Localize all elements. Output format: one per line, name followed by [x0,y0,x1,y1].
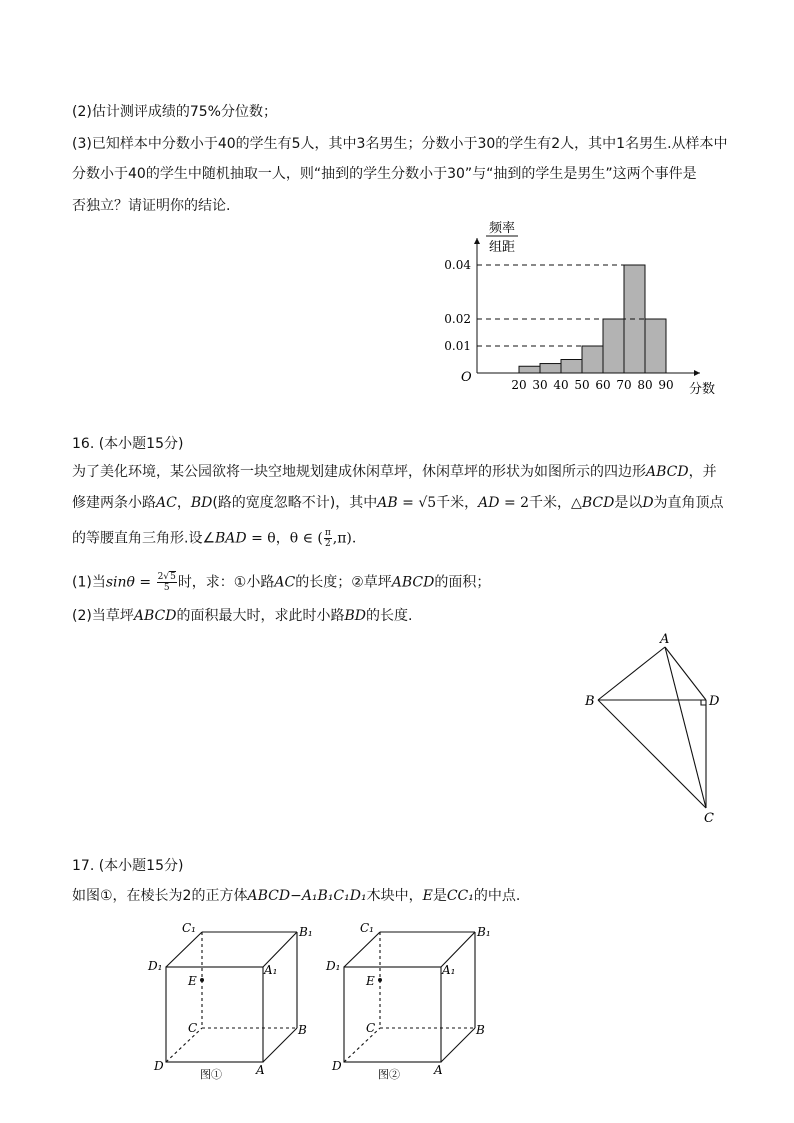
q15-part3-line1: (3)已知样本中分数小于40的学生有5人，其中3名男生；分数小于30的学生有2人，其中1名男生.从样本中 [72,136,728,152]
label-b: B [476,1023,485,1037]
y-axis-label-top: 频率 [488,221,516,236]
x-tick-label: 50 [574,378,590,392]
histogram-bar [645,319,666,373]
q17-header: 17. (本小题15分) [72,858,184,874]
label-a1: A₁ [264,963,278,977]
label-d: D [709,694,720,709]
label-a1: A₁ [442,963,456,977]
label-c: C [704,811,714,826]
label-d1: D₁ [148,959,163,973]
x-tick-label: 80 [637,378,653,392]
histogram-bar [561,360,582,374]
x-tick-label: 70 [616,378,632,392]
edge-d1c1 [344,932,380,967]
edge-d1c1 [166,932,202,967]
point-e [200,978,204,982]
edge-a1b1 [263,932,297,967]
frequency-histogram [430,212,730,404]
label-e: E [188,974,197,988]
segment-ac [665,647,706,808]
q15-part3-line3: 否独立？请证明你的结论. [72,198,231,214]
x-axis-label: 分数 [689,382,716,397]
histogram-bar [540,364,561,373]
label-b: B [298,1023,307,1037]
edge-ab [441,1028,475,1062]
fig2-caption: 图② [378,1068,400,1081]
fig1-caption: 图① [200,1068,222,1081]
q16-intro-line1: 为了美化环境，某公园欲将一块空地规划建成休闲草坪，休闲草坪的形状为如图所示的四边形ABCD，并 [72,464,717,480]
x-tick-label: 90 [658,378,674,392]
label-c: C [188,1021,198,1035]
right-angle-mark [701,700,706,705]
x-tick-label: 60 [595,378,611,392]
q16-part2: (2)当草坪ABCD的面积最大时，求此时小路BD的长度. [72,608,413,624]
histogram-bar [519,366,540,373]
q16-part1: (1)当sinθ = $\frac{2√5}{5}$ 时，求：①小路AC的长度；②草坪ABCD的面积； [72,572,491,593]
origin-label: O [461,370,472,385]
edge-a1b1 [441,932,475,967]
q15-part2: (2)估计测评成绩的75%分位数； [72,104,277,120]
label-c: C [366,1021,376,1035]
histogram-bar [582,346,603,373]
q16-intro-line2: 修建两条小路AC，BD(路的宽度忽略不计)，其中AB = √5千米，AD = 2千米，△BCD是以D为直角顶点 [72,495,724,511]
label-e: E [366,974,375,988]
x-tick-label: 30 [532,378,548,392]
q16-header: 16. (本小题15分) [72,436,184,452]
q15-part3-line2: 分数小于40的学生中随机抽取一人，则“抽到的学生分数小于30”与“抽到的学生是男生”这两个事件是 [72,166,697,182]
label-a: A [434,1063,443,1077]
edge-ab [263,1028,297,1062]
y-axis-label-bottom: 组距 [488,240,516,255]
segment-ab [598,647,665,700]
point-e [378,978,382,982]
q17-intro: 如图①，在棱长为2的正方体ABCD−A₁B₁C₁D₁木块中，E是CC₁的中点. [72,888,521,904]
y-tick-label: 0.01 [444,339,471,353]
label-d: D [332,1059,342,1073]
label-c1: C₁ [182,921,196,935]
y-tick-label: 0.02 [444,312,471,326]
label-b1: B₁ [299,925,313,939]
label-a: A [256,1063,265,1077]
histogram-bar [603,319,624,373]
cube-figure-1 [140,918,315,1086]
label-c1: C₁ [360,921,374,935]
segment-bc [598,700,706,808]
x-tick-label: 20 [511,378,527,392]
quadrilateral-figure [580,628,730,828]
y-tick-label: 0.04 [444,258,471,272]
label-a: A [660,632,670,647]
label-d: D [154,1059,164,1073]
label-b: B [585,694,595,709]
label-b1: B₁ [477,925,491,939]
cube-figure-2 [318,918,493,1086]
label-d1: D₁ [326,959,341,973]
segment-ad [665,647,706,700]
x-tick-label: 40 [553,378,569,392]
q16-intro-line3: 的等腰直角三角形.设∠BAD = θ，θ ∈ ( $\frac{\pi}{2}$ ,π). [72,528,357,549]
